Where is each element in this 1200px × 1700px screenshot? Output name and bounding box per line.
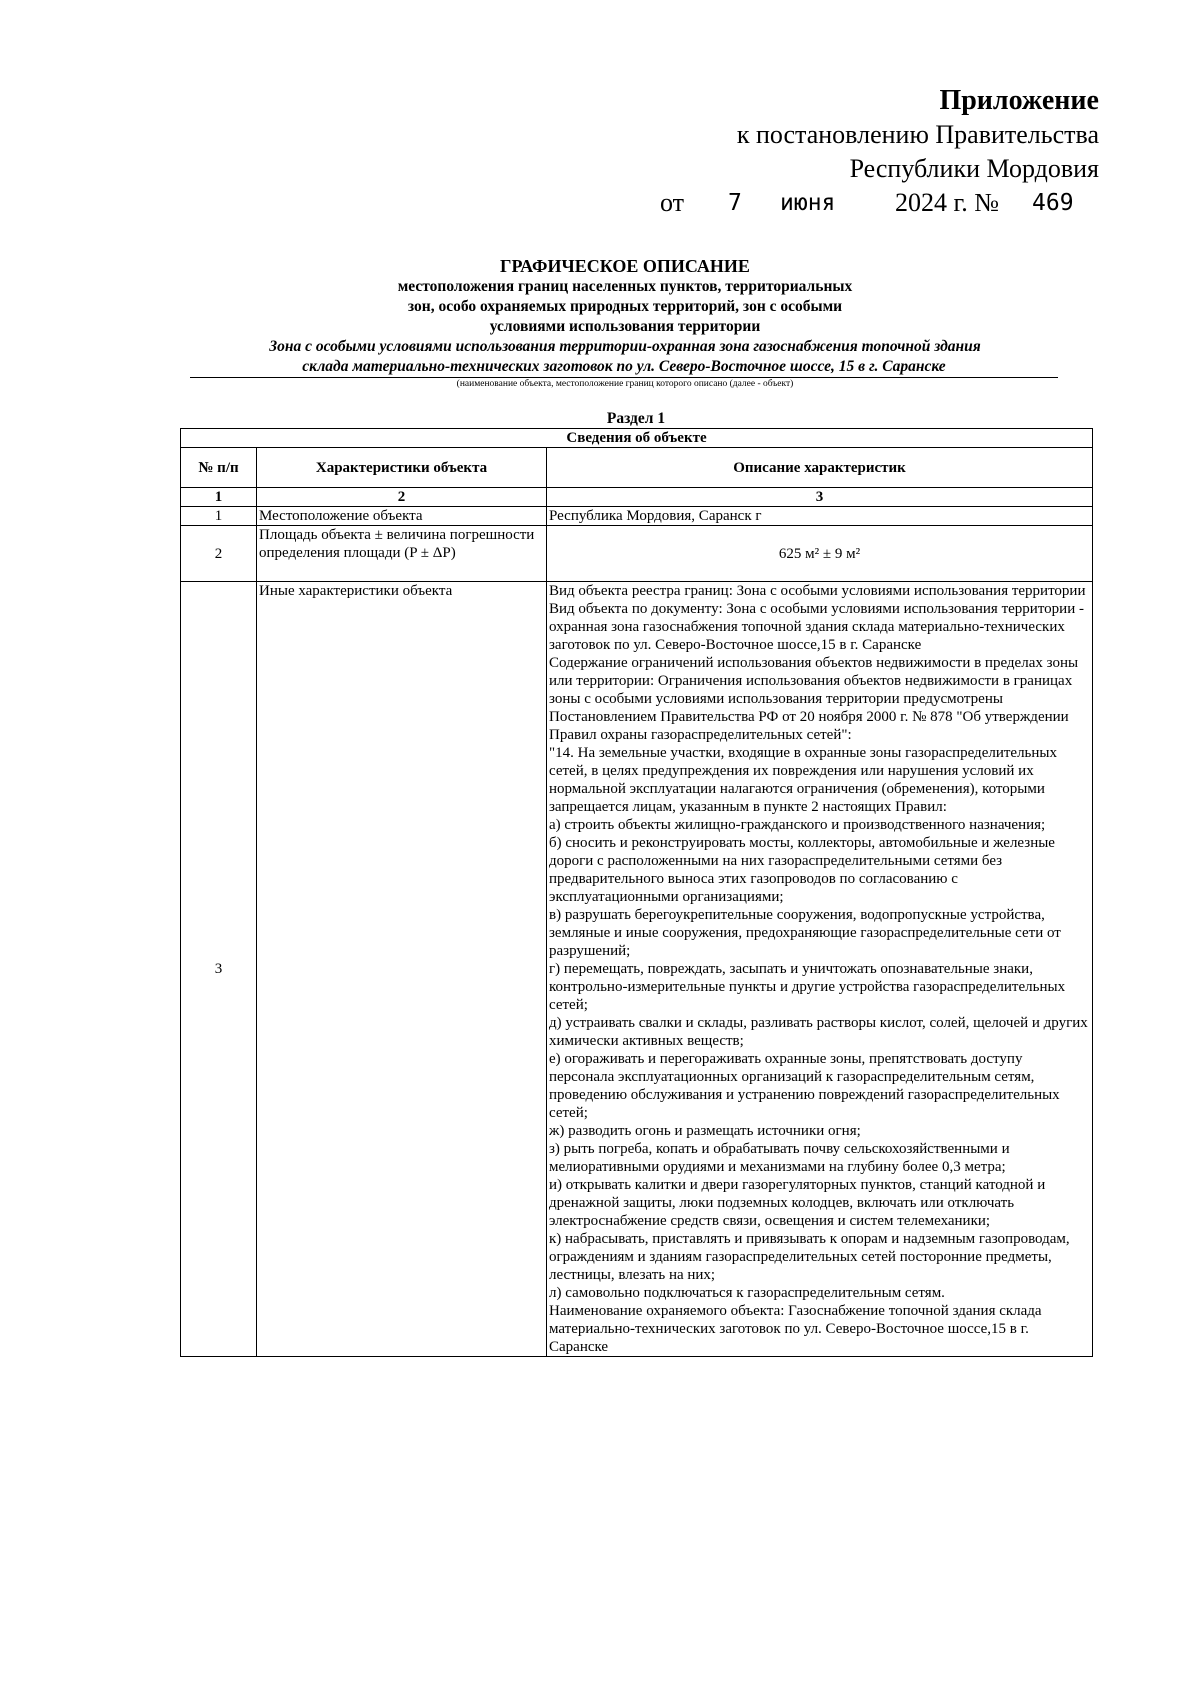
description-line: в) разрушать берегоукрепительные сооружения, водопропускные устройства, земляные и иные сооружения, предохраняющие газораспределительные сети от разрушений; (549, 907, 1061, 959)
date-prefix: от (660, 188, 685, 217)
zone-name-caption: (наименование объекта, местоположение границ которого описано (далее - объект) (456, 379, 794, 389)
table-caption-row (181, 429, 1093, 448)
index-cell-1: 1 (181, 488, 257, 507)
row-value: Республика Мордовия, Саранск г (547, 507, 1093, 526)
appendix-line-1: к постановлению Правительства (736, 120, 1099, 149)
row-characteristic: Площадь объекта ± величина погрешности определения площади (P ± ΔP) (257, 526, 547, 582)
description-line: ж) разводить огонь и размещать источники огня; (549, 1123, 861, 1139)
header-characteristic: Характеристики объекта (257, 448, 547, 488)
description-line: Вид объекта по документу: Зона с особыми условиями использования территории - охранная зона газоснабжения топочной здания склада материально-технических заготовок по ул. Северо-Восточное шоссе,15 в г. Саранске (549, 601, 1084, 653)
description-line: г) перемещать, повреждать, засыпать и уничтожать опознавательные знаки, контрольно-измерительные пункты и другие устройства газораспределительных сетей; (549, 961, 1066, 1013)
subtitle-line-2: зон, особо охраняемых природных территорий, зон с особыми (407, 298, 843, 315)
description-line: "14. На земельные участки, входящие в охранные зоны газораспределительных сетей, в целях предупреждения их повреждения или нарушения условий их нормальной эксплуатации налагаются ограничения (обременения), которыми запрещается лицам, указанным в пункте 2 настоящих Правил: (549, 745, 1058, 815)
row-number: 3 (181, 582, 257, 1357)
description-line: Наименование охраняемого объекта: Газоснабжение топочной здания склада материально-технических заготовок по ул. Северо-Восточное шоссе,15 в г. Саранске (549, 1303, 1042, 1355)
description-line: е) огораживать и перегораживать охранные зоны, препятствовать доступу персонала эксплуатационных организаций к газораспределительным сетям, проведению обслуживания и устранению повреждений газораспределительных сетей; (549, 1051, 1060, 1121)
description-line: а) строить объекты жилищно-гражданского и производственного назначения; (549, 817, 1046, 833)
row-number: 1 (181, 507, 257, 526)
description-line: и) открывать калитки и двери газорегуляторных пунктов, станций катодной и дренажной защиты, люки подземных колодцев, включать или отключать электроснабжение средств связи, освещения и систем телемеханики; (549, 1177, 1046, 1229)
header-number: № п/п (181, 448, 257, 488)
appendix-header (737, 84, 1099, 186)
date-day: 7 (728, 190, 742, 216)
document-title-block (180, 256, 1070, 390)
subtitle-line-3: условиями использования территории (489, 318, 761, 335)
appendix-line-2: Республики Мордовия (849, 154, 1099, 183)
description-line: д) устраивать свалки и склады, разливать растворы кислот, солей, щелочей и других химически активных веществ; (549, 1015, 1088, 1049)
zone-name-line-2: склада материально-технических заготовок по ул. Северо-Восточное шоссе, 15 в г. Саранске (302, 358, 946, 375)
document-title: ГРАФИЧЕСКОЕ ОПИСАНИЕ (500, 256, 750, 276)
date-month: июня (780, 190, 836, 216)
table-caption: Сведения об объекте (181, 429, 1093, 448)
table-row (181, 582, 1093, 1357)
resolution-number: 469 (1032, 190, 1074, 216)
description-line: Вид объекта реестра границ: Зона с особыми условиями использования территории (549, 583, 1086, 599)
description-line: Содержание ограничений использования объектов недвижимости в пределах зоны или территории: Ограничения использования объектов недвижимости в границах зоны с особыми условиями использования территории предусмотрены Постановлением Правительства РФ от 20 ноября 2000 г. № 878 "Об утверждении Правил охраны газораспределительных сетей": (549, 655, 1079, 743)
description-line: л) самовольно подключаться к газораспределительным сетям. (549, 1285, 945, 1301)
table-header-row (181, 448, 1093, 488)
table-row (181, 507, 1093, 526)
row-value-list (547, 582, 1093, 1357)
appendix-title: Приложение (939, 85, 1099, 116)
row-value: 625 м² ± 9 м² (547, 526, 1093, 582)
description-line: з) рыть погреба, копать и обрабатывать почву сельскохозяйственными и мелиоративными орудиями и механизмами на глубину более 0,3 метра; (549, 1141, 1010, 1175)
description-line: к) набрасывать, приставлять и привязывать к опорам и надземным газопроводам, ограждениям и зданиям газораспределительных сетей посторонние предметы, лестницы, влезать на них; (549, 1231, 1070, 1283)
index-cell-3: 3 (547, 488, 1093, 507)
header-description: Описание характеристик (547, 448, 1093, 488)
row-characteristic: Иные характеристики объекта (257, 582, 547, 1357)
section-label: Раздел 1 (606, 410, 666, 427)
table-row (181, 526, 1093, 582)
zone-name-underline (190, 357, 1058, 378)
zone-name-line-1: Зона с особыми условиями использования территории-охранная зона газоснабжения топочной здания (269, 338, 981, 355)
subtitle-line-1: местоположения границ населенных пунктов, территориальных (397, 278, 853, 295)
date-year: 2024 г. № (895, 188, 1000, 217)
description-line: б) сносить и реконструировать мосты, коллекторы, автомобильные и железные дороги с расположенными на них газораспределительными сетями без предварительного выноса этих газопроводов по согласованию с эксплуатационными организациями; (549, 835, 1055, 905)
table-index-row (181, 488, 1093, 507)
object-info-table (180, 428, 1093, 1357)
index-cell-2: 2 (257, 488, 547, 507)
row-number: 2 (181, 526, 257, 582)
row-characteristic: Местоположение объекта (257, 507, 547, 526)
